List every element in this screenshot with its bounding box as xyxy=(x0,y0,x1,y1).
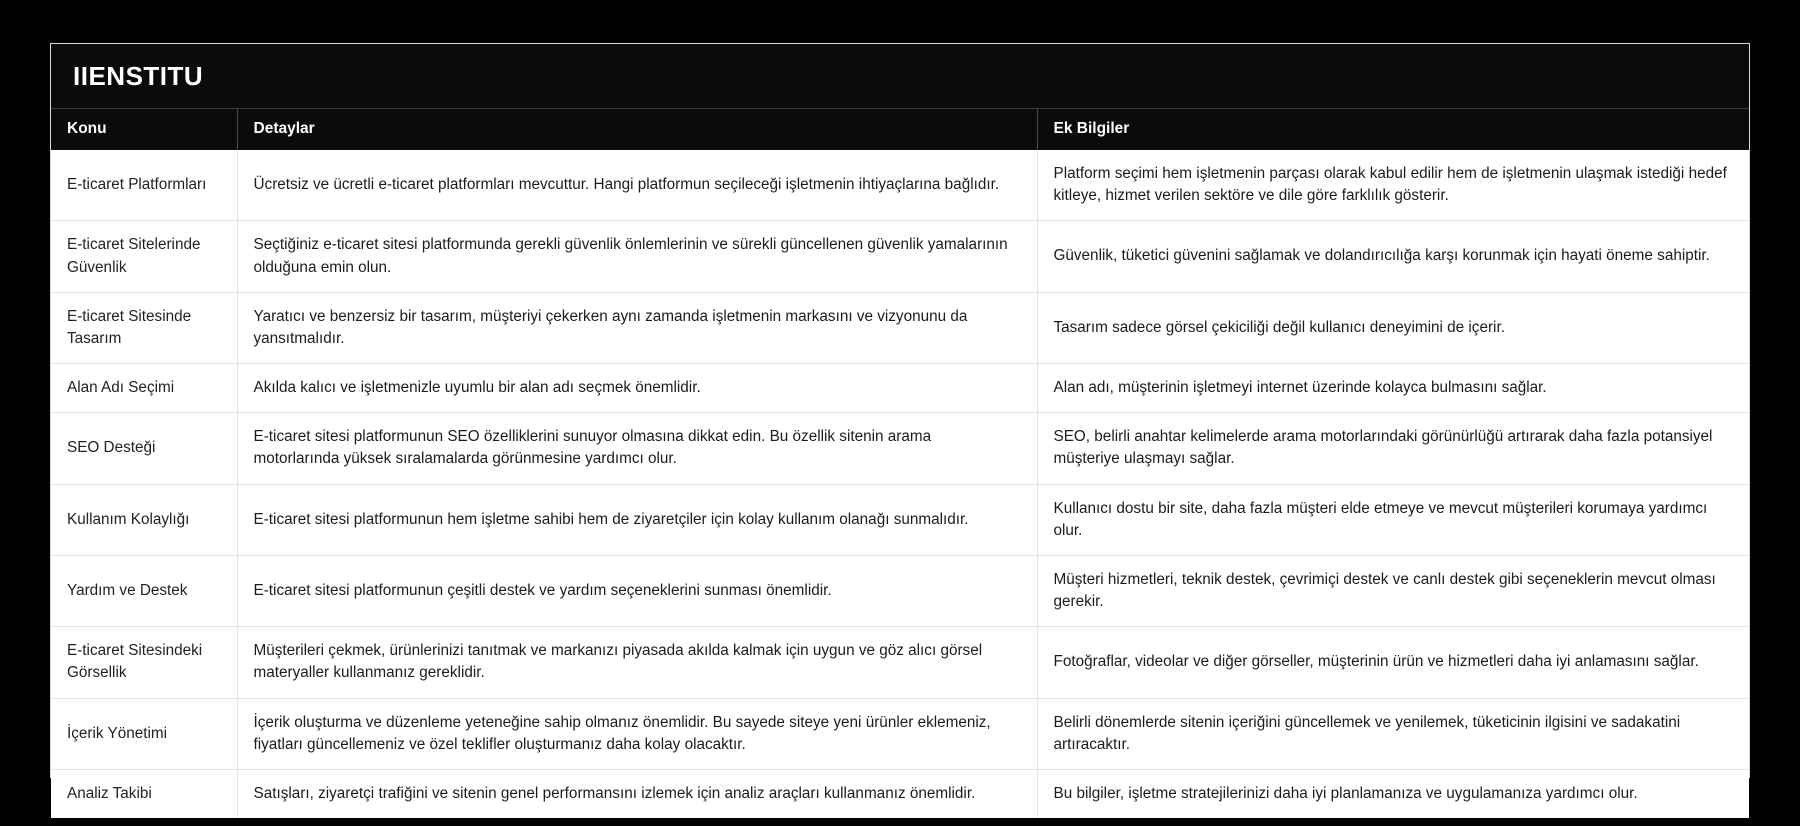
cell-ek-bilgiler: Kullanıcı dostu bir site, daha fazla müşteri elde etmeye ve mevcut müşterileri korumaya yardımcı olur. xyxy=(1037,484,1749,555)
table-row xyxy=(51,627,1749,698)
cell-detaylar: Akılda kalıcı ve işletmenizle uyumlu bir alan adı seçmek önemlidir. xyxy=(237,364,1037,413)
cell-detaylar: Satışları, ziyaretçi trafiğini ve sitenin genel performansını izlemek için analiz araçları kullanmanız önemlidir. xyxy=(237,769,1037,818)
cell-ek-bilgiler: Güvenlik, tüketici güvenini sağlamak ve dolandırıcılığa karşı korunmak için hayati öneme sahiptir. xyxy=(1037,221,1749,292)
table-row xyxy=(51,484,1749,555)
cell-konu: İçerik Yönetimi xyxy=(51,698,237,769)
column-header-ek-bilgiler: Ek Bilgiler xyxy=(1053,120,1130,137)
table-head xyxy=(51,109,1749,150)
brand-title: IIENSTITU xyxy=(73,61,204,91)
table-row xyxy=(51,413,1749,484)
cell-konu: E-ticaret Sitesindeki Görsellik xyxy=(51,627,237,698)
cell-ek-bilgiler: Platform seçimi hem işletmenin parçası olarak kabul edilir hem de işletmenin ulaşmak istediği hedef kitleye, hizmet verilen sektöre ve dile göre farklılık gösterir. xyxy=(1037,150,1749,221)
cell-ek-bilgiler: Belirli dönemlerde sitenin içeriğini güncellemek ve yenilemek, tüketicinin ilgisini ve sadakatini artıracaktır. xyxy=(1037,698,1749,769)
cell-konu: E-ticaret Sitesinde Tasarım xyxy=(51,292,237,363)
cell-konu: Analiz Takibi xyxy=(51,769,237,818)
brand-header xyxy=(51,44,1749,109)
cell-ek-bilgiler: Alan adı, müşterinin işletmeyi internet üzerinde kolayca bulmasını sağlar. xyxy=(1037,364,1749,413)
table-row xyxy=(51,364,1749,413)
cell-konu: Kullanım Kolaylığı xyxy=(51,484,237,555)
cell-ek-bilgiler: SEO, belirli anahtar kelimelerde arama motorlarındaki görünürlüğü artırarak daha fazla potansiyel müşteriye ulaşmayı sağlar. xyxy=(1037,413,1749,484)
ecommerce-info-table xyxy=(51,109,1749,818)
cell-detaylar: E-ticaret sitesi platformunun hem işletme sahibi hem de ziyaretçiler için kolay kullanım olanağı sunmalıdır. xyxy=(237,484,1037,555)
table-row xyxy=(51,292,1749,363)
cell-konu: Alan Adı Seçimi xyxy=(51,364,237,413)
cell-konu: Yardım ve Destek xyxy=(51,555,237,626)
cell-detaylar: İçerik oluşturma ve düzenleme yeteneğine sahip olmanız önemlidir. Bu sayede siteye yeni ürünler eklemeniz, fiyatları güncellemeniz ve özel teklifler oluşturmanız daha kolay olacaktır. xyxy=(237,698,1037,769)
cell-konu: SEO Desteği xyxy=(51,413,237,484)
cell-ek-bilgiler: Fotoğraflar, videolar ve diğer görseller, müşterinin ürün ve hizmetleri daha iyi anlamasını sağlar. xyxy=(1037,627,1749,698)
cell-detaylar: E-ticaret sitesi platformunun çeşitli destek ve yardım seçeneklerini sunması önemlidir. xyxy=(237,555,1037,626)
table-row xyxy=(51,698,1749,769)
cell-detaylar: Ücretsiz ve ücretli e-ticaret platformları mevcuttur. Hangi platformun seçileceği işletmenin ihtiyaçlarına bağlıdır. xyxy=(237,150,1037,221)
column-header-konu: Konu xyxy=(51,109,237,150)
cell-detaylar: Yaratıcı ve benzersiz bir tasarım, müşteriyi çekerken aynı zamanda işletmenin markasını ve vizyonunu da yansıtmalıdır. xyxy=(237,292,1037,363)
table-row xyxy=(51,150,1749,221)
cell-detaylar: Seçtiğiniz e-ticaret sitesi platformunda gerekli güvenlik önlemlerinin ve sürekli güncellenen güvenlik yamalarının olduğuna emin olun. xyxy=(237,221,1037,292)
cell-konu: E-ticaret Sitelerinde Güvenlik xyxy=(51,221,237,292)
table-header-row xyxy=(51,109,1749,150)
table-card xyxy=(50,43,1750,802)
column-header-detaylar: Detaylar xyxy=(237,109,1037,150)
table-row xyxy=(51,221,1749,292)
cell-konu: E-ticaret Platformları xyxy=(51,150,237,221)
cell-ek-bilgiler: Müşteri hizmetleri, teknik destek, çevrimiçi destek ve canlı destek gibi seçeneklerin mevcut olması gerekir. xyxy=(1037,555,1749,626)
table-row xyxy=(51,555,1749,626)
table-row xyxy=(51,769,1749,818)
cell-detaylar: Müşterileri çekmek, ürünlerinizi tanıtmak ve markanızı piyasada akılda kalmak için uygun ve göz alıcı görsel materyaller kullanmanız gereklidir. xyxy=(237,627,1037,698)
cell-ek-bilgiler: Tasarım sadece görsel çekiciliği değil kullanıcı deneyimini de içerir. xyxy=(1037,292,1749,363)
cell-ek-bilgiler: Bu bilgiler, işletme stratejilerinizi daha iyi planlamanıza ve uygulamanıza yardımcı olur. xyxy=(1037,769,1749,818)
cell-detaylar: E-ticaret sitesi platformunun SEO özelliklerini sunuyor olmasına dikkat edin. Bu özellik sitenin arama motorlarında yüksek sıralamalarda görünmesine yardımcı olur. xyxy=(237,413,1037,484)
table-body xyxy=(51,150,1749,818)
